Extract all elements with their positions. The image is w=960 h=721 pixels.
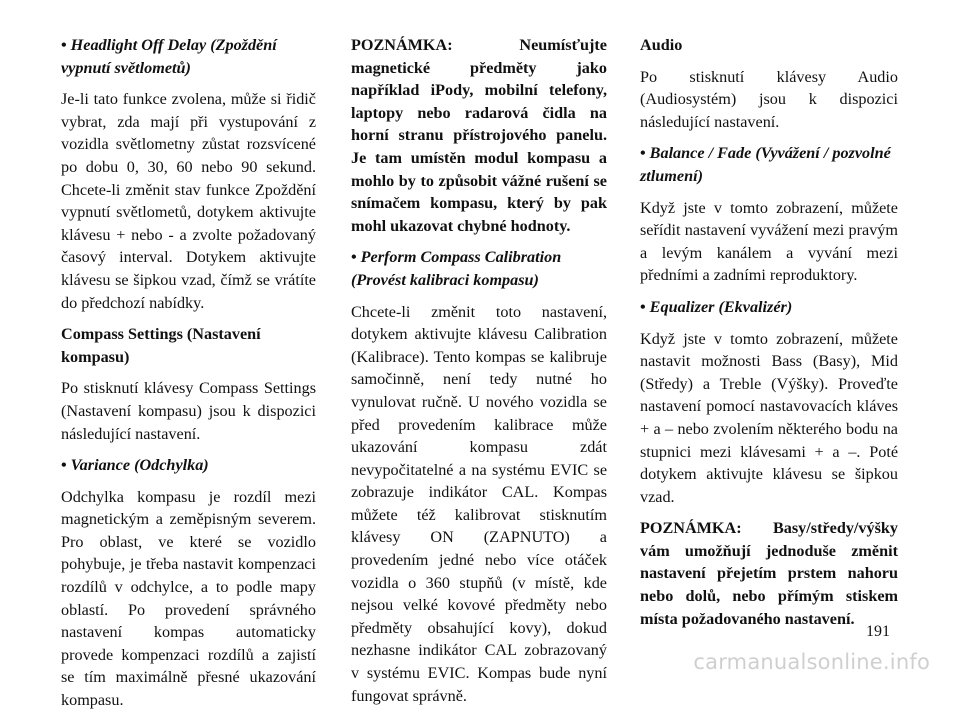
- compass-settings-text: Po stisknutí klávesy Compass Settings (Nastavení kompasu) jsou k dispozici následující nastavení.: [61, 379, 316, 443]
- bullet-icon: •: [61, 456, 67, 475]
- middle-column: [351, 34, 607, 716]
- equalizer-text: Když jste v tomto zobrazení, můžete nastavit možnosti Bass (Basy), Mid (Středy) a Treble (Výšky). Proveďte nastavení pomocí nastavovacích kláves + a – nebo zvolením některého bodu na stupnici mezi klávesami + a –. Poté dotykem aktivujte klávesu se šipkou vzad.: [640, 329, 898, 506]
- right-column: [640, 34, 898, 639]
- headlight-off-delay-text: Je-li tato funkce zvolena, může si řidič vybrat, zda mají při vystupování z vozidla světlometny zůstat rozsvícené po dobu 0, 30, 60 nebo 90 sekund. Chcete-li změnit stav funkce Zpoždění vypnutí světlometů, dotykem aktivujte klávesu + nebo - a zvolte požadovaný časový interval. Dotykem aktivujte klávesu se šipkou vzad, čímž se vrátíte do předchozí nabídky.: [61, 90, 316, 312]
- balance-bullet-text: Balance / Fade (Vyvážení / pozvolné ztlumení): [640, 144, 891, 185]
- watermark: carmanualsonline.info: [693, 650, 930, 674]
- bullet-icon: •: [61, 36, 67, 54]
- variance-bullet-text: Variance (Odchylka): [70, 456, 209, 475]
- audio-note: POZNÁMKA: Basy/středy/výšky vám umožňují jednoduše změnit nastavení přejetím prstem nahoru nebo dolů, nebo přímým stiskem místa požadovaného nastavení.: [640, 519, 898, 628]
- left-column: [61, 34, 316, 721]
- compass-settings-heading: Compass Settings (Nastavení kompasu): [61, 325, 261, 366]
- headlight-bullet-text: Headlight Off Delay (Zpoždění vypnutí světlometů): [61, 36, 277, 77]
- equalizer-bullet-text: Equalizer (Ekvalizér): [649, 297, 793, 316]
- bullet-icon: •: [351, 248, 357, 267]
- audio-text: Po stisknutí klávesy Audio (Audiosystém) jsou k dispozici následující nastavení.: [640, 67, 898, 131]
- variance-text: Odchylka kompasu je rozdíl mezi magnetickým a zeměpisným severem. Pro oblast, ve které se vozidlo pohybuje, je třeba nastavit kompenzaci rozdílů v odchylce, a to podle mapy oblastí. Po provedení správného nastavení kompas automaticky provede kompenzaci rozdílů a zajistí se tím maximálně přesné ukazování kompasu.: [61, 487, 316, 710]
- calibration-heading: [351, 246, 607, 291]
- calibration-bullet-text: Perform Compass Calibration (Provést kalibraci kompasu): [351, 248, 562, 289]
- equalizer-heading: [640, 296, 898, 319]
- bullet-icon: •: [640, 144, 646, 163]
- bullet-icon: •: [640, 297, 646, 316]
- audio-heading: Audio: [640, 36, 683, 54]
- page-number: 191: [866, 623, 890, 640]
- headlight-off-delay-heading: [61, 34, 316, 79]
- balance-fade-text: Když jste v tomto zobrazení, můžete seřídit nastavení vyvážení mezi pravým a levým kanálem a vyvání mezi předními a zadními reproduktory.: [640, 198, 898, 285]
- variance-heading: [61, 454, 316, 477]
- balance-fade-heading: [640, 142, 898, 187]
- compass-note: POZNÁMKA: Neumísťujte magnetické předměty jako například iPody, mobilní telefony, laptopy nebo radarová čidla na horní stranu přístrojového panelu. Je tam umístěn modul kompasu a mohlo by to způsobit vážné rušení se snímačem kompasu, který by pak mohl ukazovat chybné hodnoty.: [351, 36, 607, 235]
- calibration-text: Chcete-li změnit toto nastavení, dotykem aktivujte klávesu Calibration (Kalibrace). Tento kompas se kalibruje samočinně, není tedy nutné ho vynulovat ručně. U nového vozidla se před provedením kalibrace může ukazování kompasu zdát nevypočitatelné a na systému EVIC se zobrazuje indikátor CAL. Kompas můžete též kalibrovat stisknutím klávesy ON (ZAPNUTO) a provedením jedné nebo více otáček vozidla o 360 stupňů (v místě, kde nejsou velké kovové předměty nebo předměty obsahující kovy), dokud nezhasne indikátor CAL zobrazovaný v systému EVIC. Kompas bude nyní fungovat správně.: [351, 302, 607, 705]
